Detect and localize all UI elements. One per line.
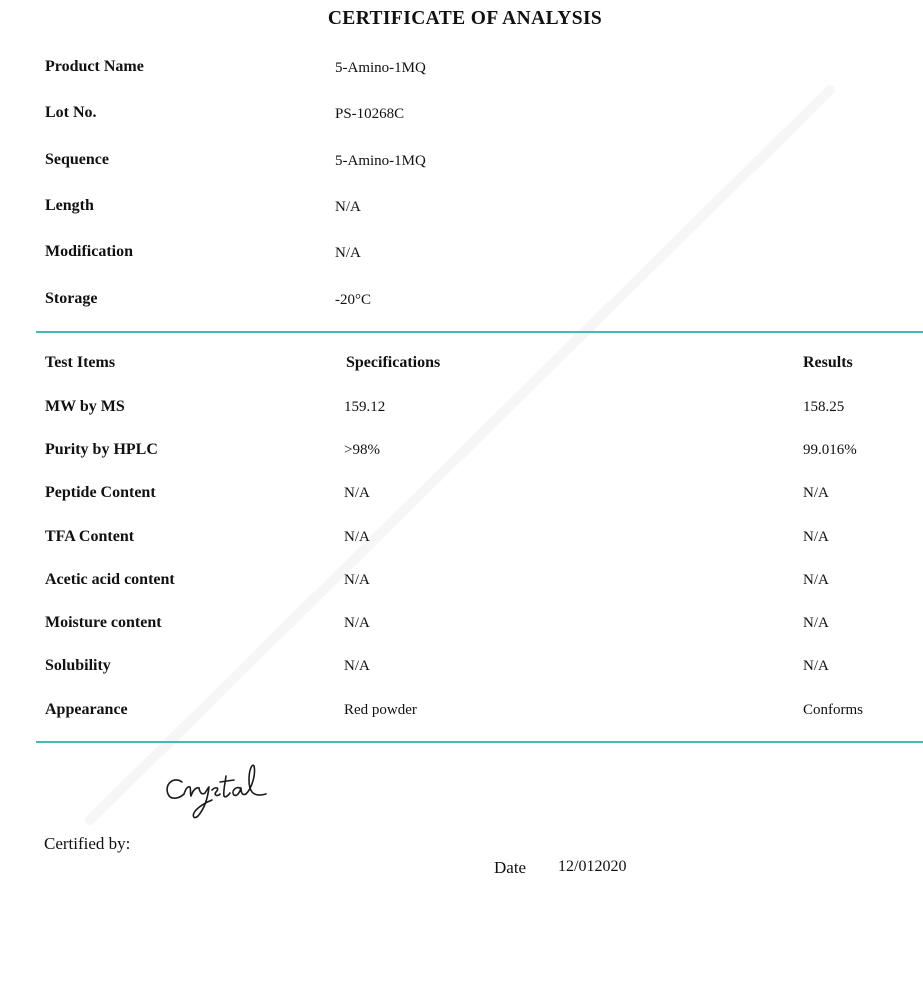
row-item-tfa: TFA Content xyxy=(45,528,135,545)
header-test-items: Test Items xyxy=(45,354,116,371)
top-divider xyxy=(36,331,923,333)
row-spec-tfa: N/A xyxy=(344,529,370,545)
row-result-appearance: Conforms xyxy=(803,702,863,718)
row-result-tfa: N/A xyxy=(803,529,829,545)
sequence-label: Sequence xyxy=(45,151,109,168)
row-spec-mw: 159.12 xyxy=(344,399,386,415)
product-name-value: 5-Amino-1MQ xyxy=(335,60,426,76)
row-item-purity: Purity by HPLC xyxy=(45,441,158,458)
header-specifications: Specifications xyxy=(346,354,441,371)
row-spec-moisture: N/A xyxy=(344,615,370,631)
length-value: N/A xyxy=(335,199,361,215)
row-item-mw: MW by MS xyxy=(45,398,125,415)
lot-no-label: Lot No. xyxy=(45,104,97,121)
row-item-acetic: Acetic acid content xyxy=(45,571,175,588)
row-spec-purity: >98% xyxy=(344,442,380,458)
storage-label: Storage xyxy=(45,290,98,307)
row-spec-peptide: N/A xyxy=(344,485,370,501)
length-label: Length xyxy=(45,197,94,214)
row-spec-appearance: Red powder xyxy=(344,702,417,718)
row-result-purity: 99.016% xyxy=(803,442,857,458)
date-value: 12/012020 xyxy=(558,858,627,875)
document-title: CERTIFICATE OF ANALYSIS xyxy=(327,8,603,29)
sequence-value: 5-Amino-1MQ xyxy=(335,153,426,169)
row-item-moisture: Moisture content xyxy=(45,614,162,631)
modification-label: Modification xyxy=(45,243,133,260)
row-item-solubility: Solubility xyxy=(45,657,111,674)
product-name-label: Product Name xyxy=(45,58,144,75)
storage-value: -20°C xyxy=(335,292,371,308)
row-result-mw: 158.25 xyxy=(803,399,845,415)
row-result-solubility: N/A xyxy=(803,658,829,674)
row-result-moisture: N/A xyxy=(803,615,829,631)
header-results: Results xyxy=(803,354,853,371)
row-item-peptide: Peptide Content xyxy=(45,484,156,501)
date-label: Date xyxy=(494,858,527,877)
row-spec-acetic: N/A xyxy=(344,572,370,588)
signature xyxy=(160,760,290,822)
modification-value: N/A xyxy=(335,245,361,261)
bottom-divider xyxy=(36,741,923,743)
row-spec-solubility: N/A xyxy=(344,658,370,674)
row-item-appearance: Appearance xyxy=(45,701,128,718)
row-result-acetic: N/A xyxy=(803,572,829,588)
lot-no-value: PS-10268C xyxy=(335,106,405,122)
certified-by-label: Certified by: xyxy=(44,834,131,853)
row-result-peptide: N/A xyxy=(803,485,829,501)
